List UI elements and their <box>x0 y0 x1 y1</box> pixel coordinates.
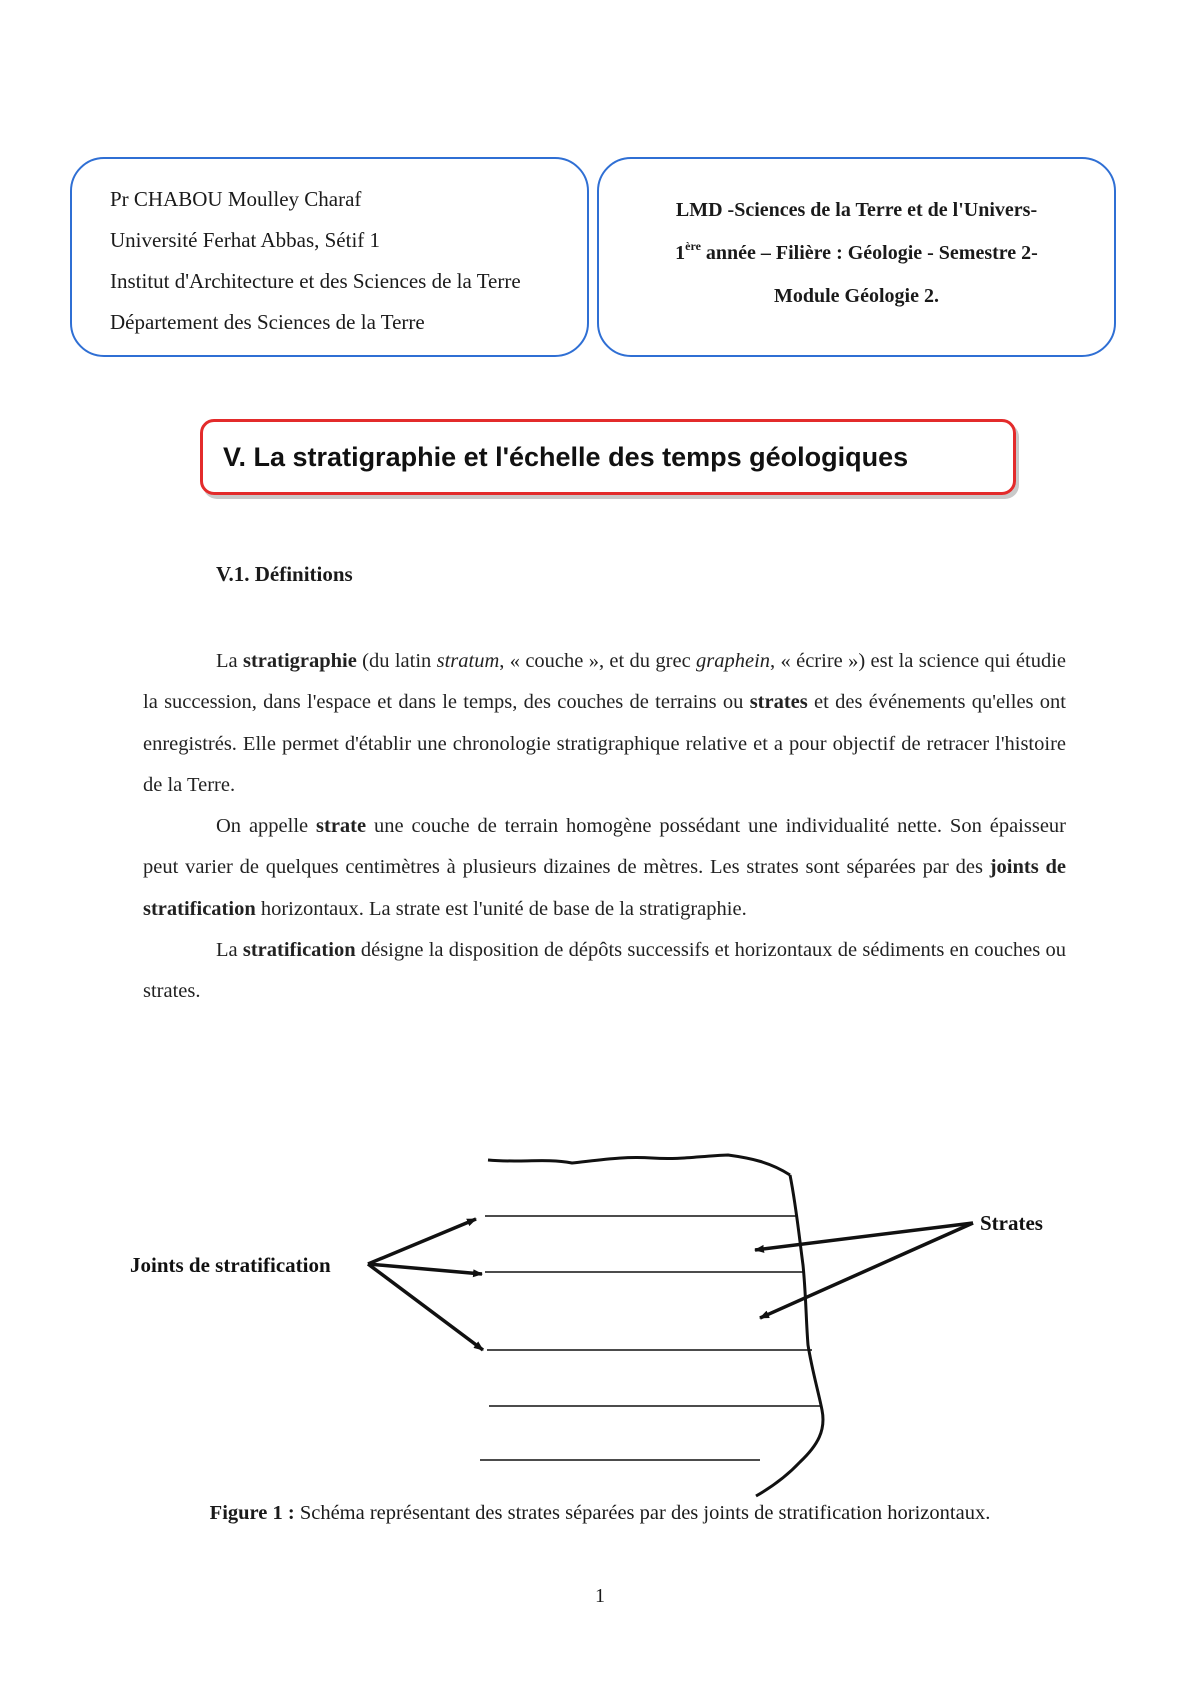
section-heading: V.1. Définitions <box>216 562 353 586</box>
page-number: 1 <box>595 1585 605 1607</box>
course-module: Module Géologie 2. <box>774 285 939 307</box>
course-year: 1ère année – Filière : Géologie - Semestre 2- <box>675 239 1038 264</box>
author-name: Pr CHABOU Moulley Charaf <box>110 187 362 211</box>
joint-arrow <box>368 1264 482 1274</box>
institute-name: Institut d'Architecture et des Sciences de la Terre <box>110 269 521 293</box>
joints-label: Joints de stratification <box>130 1253 331 1277</box>
strates-label: Strates <box>980 1211 1043 1235</box>
figure-caption: Figure 1 : Schéma représentant des strates séparées par des joints de stratification horizontaux. <box>209 1502 991 1524</box>
paragraph-stratigraphie: La stratigraphie (du latin stratum, « couche », et du grec graphein, « écrire ») est la science qui étudie la succession, dans l'espace et dans le temps, des couches de terrains ou strates et des événements qu'elles ont enregistrés. Elle permet d'établir une chronologie stratigraphique relative et a pour objectif de retracer l'histoire de la Terre. <box>143 650 1067 796</box>
department-name: Département des Sciences de la Terre <box>110 310 425 334</box>
outcrop-edge <box>756 1175 823 1496</box>
course-program: LMD -Sciences de la Terre et de l'Univers- <box>675 199 1038 221</box>
paragraph-strate: On appelle strate une couche de terrain homogène possédant une individualité nette. Son épaisseur peut varier de quelques centimètres à plusieurs dizaines de mètres. Les strates sont séparées par des joints de stratification horizontaux. La strate est l'unité de base de la stratigraphie. <box>143 815 1066 920</box>
joint-arrow <box>368 1219 476 1264</box>
paragraph-stratification: La stratification désigne la disposition de dépôts successifs et horizontaux de sédiments en couches ou strates. <box>143 939 1066 1003</box>
chapter-title: V. La stratigraphie et l'échelle des temps géologiques <box>200 419 1016 495</box>
surface-line <box>488 1155 790 1175</box>
university-name: Université Ferhat Abbas, Sétif 1 <box>110 228 381 252</box>
joint-arrow <box>368 1264 483 1350</box>
